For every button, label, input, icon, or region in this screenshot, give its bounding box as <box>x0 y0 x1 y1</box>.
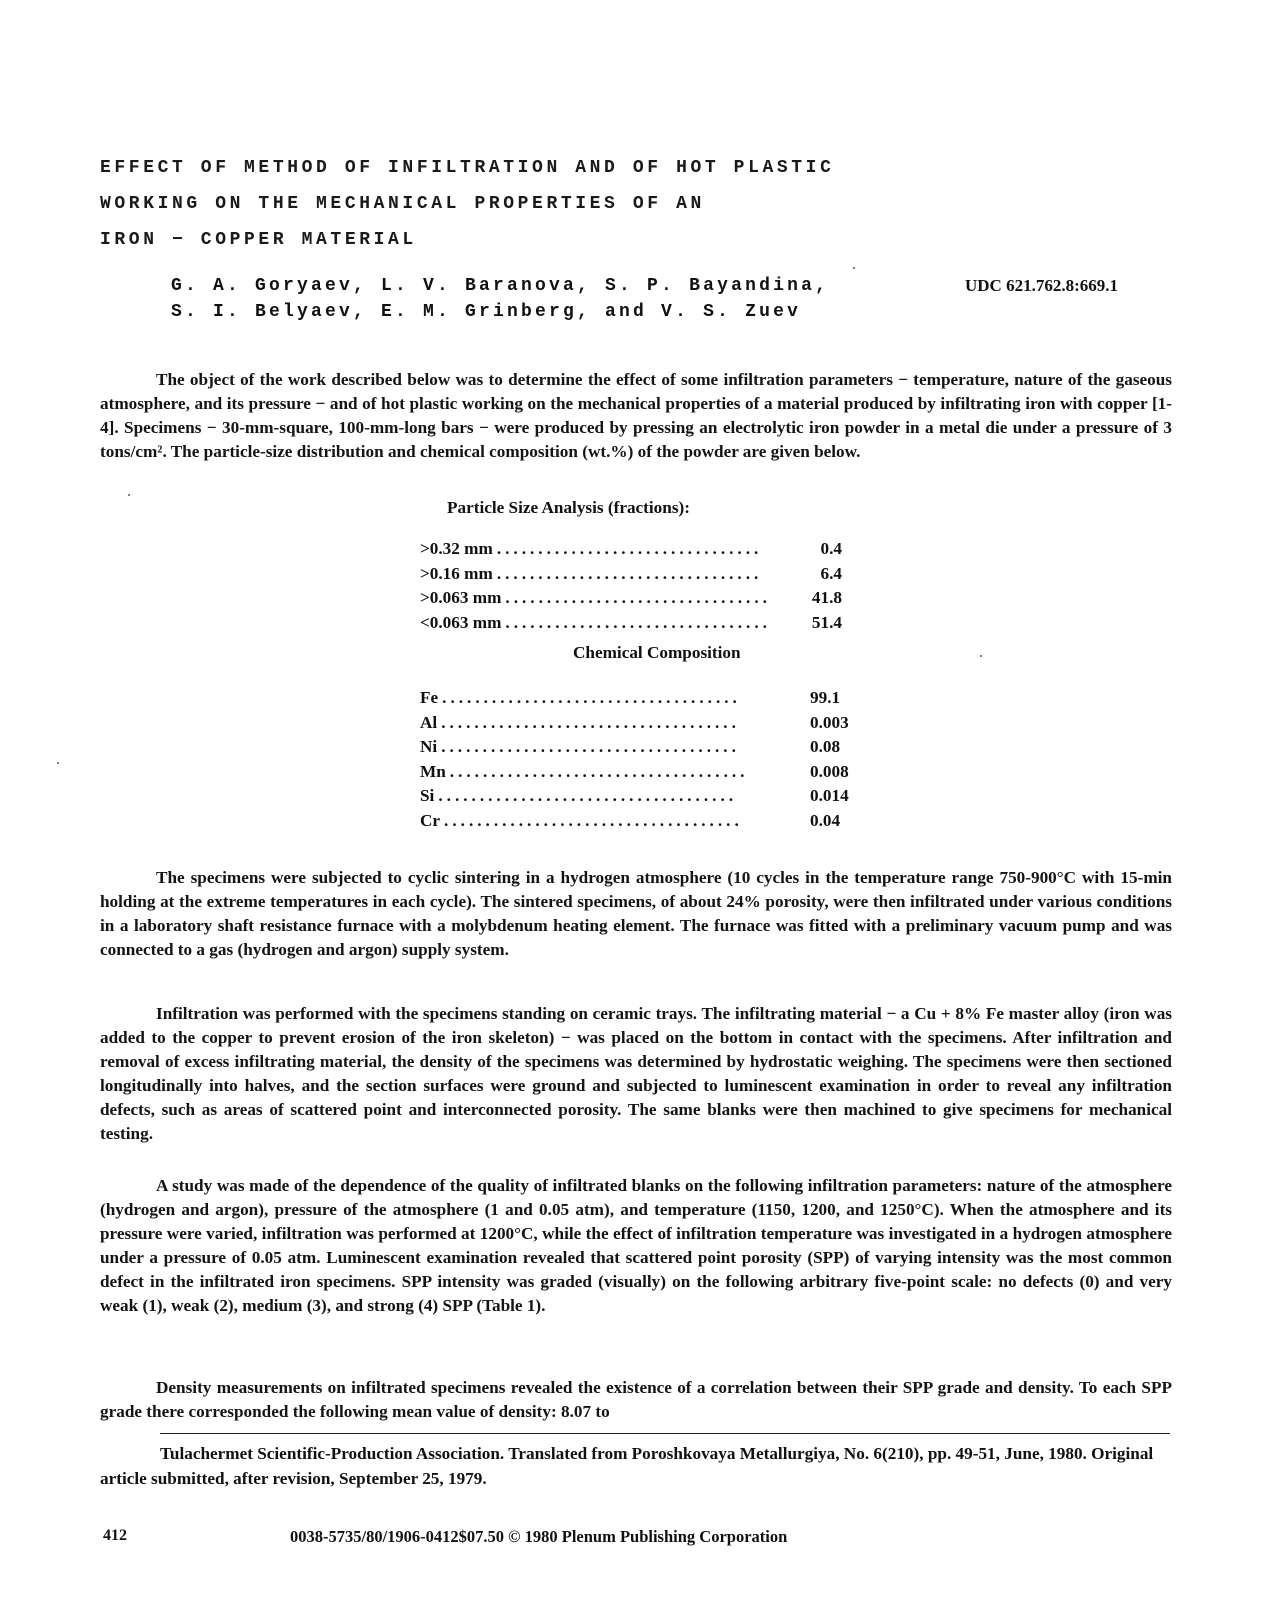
row-value: 0.4 <box>820 539 842 558</box>
paragraph-text: Infiltration was performed with the specimens standing on ceramic trays. The infiltrating material − a Cu + 8% Fe master alloy (iron was added to the copper to prevent erosion of the iron skeleton) − was placed on the bottom in contact with the specimens. After infiltration and removal of excess infiltrating material, the density of the specimens was determined by hydrostatic weighing. The specimens were then sectioned longitudinally into halves, and the section surfaces were ground and subjected to luminescent examination in order to reveal any infiltration defects, such as areas of scattered point and interconnected porosity. The same blanks were then machined to give specimens for mechanical testing. <box>100 1004 1172 1143</box>
row-label: Cr <box>420 810 441 830</box>
table-row <box>420 735 862 760</box>
paragraph-infiltration <box>100 1002 1172 1146</box>
paragraph-text: The specimens were subjected to cyclic sintering in a hydrogen atmosphere (10 cycles in the temperature range 750-900°C with 15-min holding at the extreme temperatures in each cycle). The sintered specimens, of about 24% porosity, were then infiltrated under various conditions in a laboratory shaft resistance furnace with a molybdenum heating element. The furnace was fitted with a preliminary vacuum pump and was connected to a gas (hydrogen and argon) supply system. <box>100 868 1172 959</box>
leader-dots: .................................... <box>441 712 740 732</box>
row-value: 0.014 <box>810 786 849 805</box>
row-label: <0.063 mm <box>420 612 502 632</box>
chemical-composition-table <box>420 686 862 833</box>
leader-dots: .................................... <box>441 737 740 756</box>
scan-speck <box>128 494 130 496</box>
row-label: >0.063 mm <box>420 588 502 607</box>
copyright-line: 0038-5735/80/1906-0412$07.50 © 1980 Plenum Publishing Corporation <box>290 1527 788 1546</box>
row-value: 51.4 <box>811 612 842 632</box>
scan-speck <box>57 762 59 764</box>
particle-size-table <box>420 537 842 635</box>
table-row <box>420 537 842 562</box>
row-label: Si <box>420 786 435 805</box>
leader-dots: ................................ <box>505 588 771 607</box>
title-line: IRON − COPPER MATERIAL <box>100 230 417 250</box>
page-number: 412 <box>103 1527 127 1544</box>
article-title <box>100 150 1000 258</box>
table-row <box>420 686 862 711</box>
udc-code: UDC 621.762.8:669.1 <box>965 276 1118 295</box>
paragraph-density <box>100 1376 1172 1424</box>
table-row <box>420 562 842 587</box>
leader-dots: .................................... <box>449 761 749 781</box>
title-line: EFFECT OF METHOD OF INFILTRATION AND OF HOT PLASTIC <box>100 158 835 178</box>
row-label: >0.32 mm <box>420 539 493 558</box>
paragraph-text: A study was made of the dependence of the quality of infiltrated blanks on the following infiltration parameters: nature of the atmosphere (hydrogen and argon), pressure of the atmosphere (1 and 0.05 atm), and temperature (1150, 1200, and 1250°C). When the atmosphere and its pressure were varied, infiltration was performed at 1200°C, while the effect of infiltration temperature was investigated in a hydrogen atmosphere under a pressure of 0.05 atm. Luminescent examination revealed that scattered point porosity (SPP) of varying intensity was the most common defect in the infiltrated iron specimens. SPP intensity was graded (visually) on the following arbitrary five-point scale: no defects (0) and very weak (1), weak (2), medium (3), and strong (4) SPP (Table 1). <box>100 1176 1172 1315</box>
scan-speck <box>853 267 855 269</box>
row-label: Al <box>420 712 438 732</box>
chemical-composition-heading: Chemical Composition <box>573 643 741 662</box>
footnote-divider <box>160 1433 1170 1434</box>
leader-dots: .................................... <box>444 810 743 830</box>
leader-dots: .................................... <box>442 688 741 707</box>
footnote <box>100 1441 1175 1491</box>
table-row <box>420 586 842 611</box>
table-row <box>420 711 862 736</box>
row-value: 0.08 <box>810 737 841 756</box>
row-value: 6.4 <box>820 563 842 583</box>
row-label: Mn <box>420 761 446 781</box>
row-label: Fe <box>420 688 439 707</box>
paragraph-intro <box>100 368 1172 464</box>
footnote-text: Tulachermet Scientific-Production Association. Translated from Poroshkovaya Metallurgiya, No. 6(210), pp. 49-51, June, 1980. Original article submitted, after revision, September 25, 1979. <box>100 1444 1154 1488</box>
particle-size-heading: Particle Size Analysis (fractions): <box>447 498 690 517</box>
leader-dots: .................................... <box>438 786 738 805</box>
row-value: 0.04 <box>810 810 841 830</box>
title-line: WORKING ON THE MECHANICAL PROPERTIES OF AN <box>100 194 705 214</box>
author-line: G. A. Goryaev, L. V. Baranova, S. P. Bayandina, <box>171 276 830 296</box>
row-value: 0.008 <box>810 761 849 781</box>
row-value: 41.8 <box>811 588 842 607</box>
row-label: >0.16 mm <box>420 563 493 583</box>
paragraph-sintering <box>100 866 1172 962</box>
author-line: S. I. Belyaev, E. M. Grinberg, and V. S. Zuev <box>171 302 802 322</box>
scan-speck <box>980 655 982 657</box>
paragraph-text: The object of the work described below was to determine the effect of some infiltration parameters − temperature, nature of the gaseous atmosphere, and its pressure − and of hot plastic working on the mechanical properties of a material produced by infiltrating iron with copper [1-4]. Specimens − 30-mm-square, 100-mm-long bars − were produced by pressing an electrolytic iron powder in a metal die under a pressure of 3 tons/cm². The particle-size distribution and chemical composition (wt.%) of the powder are given below. <box>100 370 1172 461</box>
leader-dots: ................................ <box>505 612 771 632</box>
table-row <box>420 809 862 834</box>
table-row <box>420 784 862 809</box>
row-value: 99.1 <box>810 688 841 707</box>
row-label: Ni <box>420 737 438 756</box>
row-value: 0.003 <box>810 712 849 732</box>
table-row <box>420 760 862 785</box>
leader-dots: ................................ <box>496 563 763 583</box>
author-list <box>171 273 871 325</box>
paragraph-parameters <box>100 1174 1172 1318</box>
paragraph-text: Density measurements on infiltrated specimens revealed the existence of a correlation between their SPP grade and density. To each SPP grade there corresponded the following mean value of density: 8.07 to <box>100 1378 1172 1421</box>
leader-dots: ................................ <box>496 539 763 558</box>
table-row <box>420 611 842 636</box>
